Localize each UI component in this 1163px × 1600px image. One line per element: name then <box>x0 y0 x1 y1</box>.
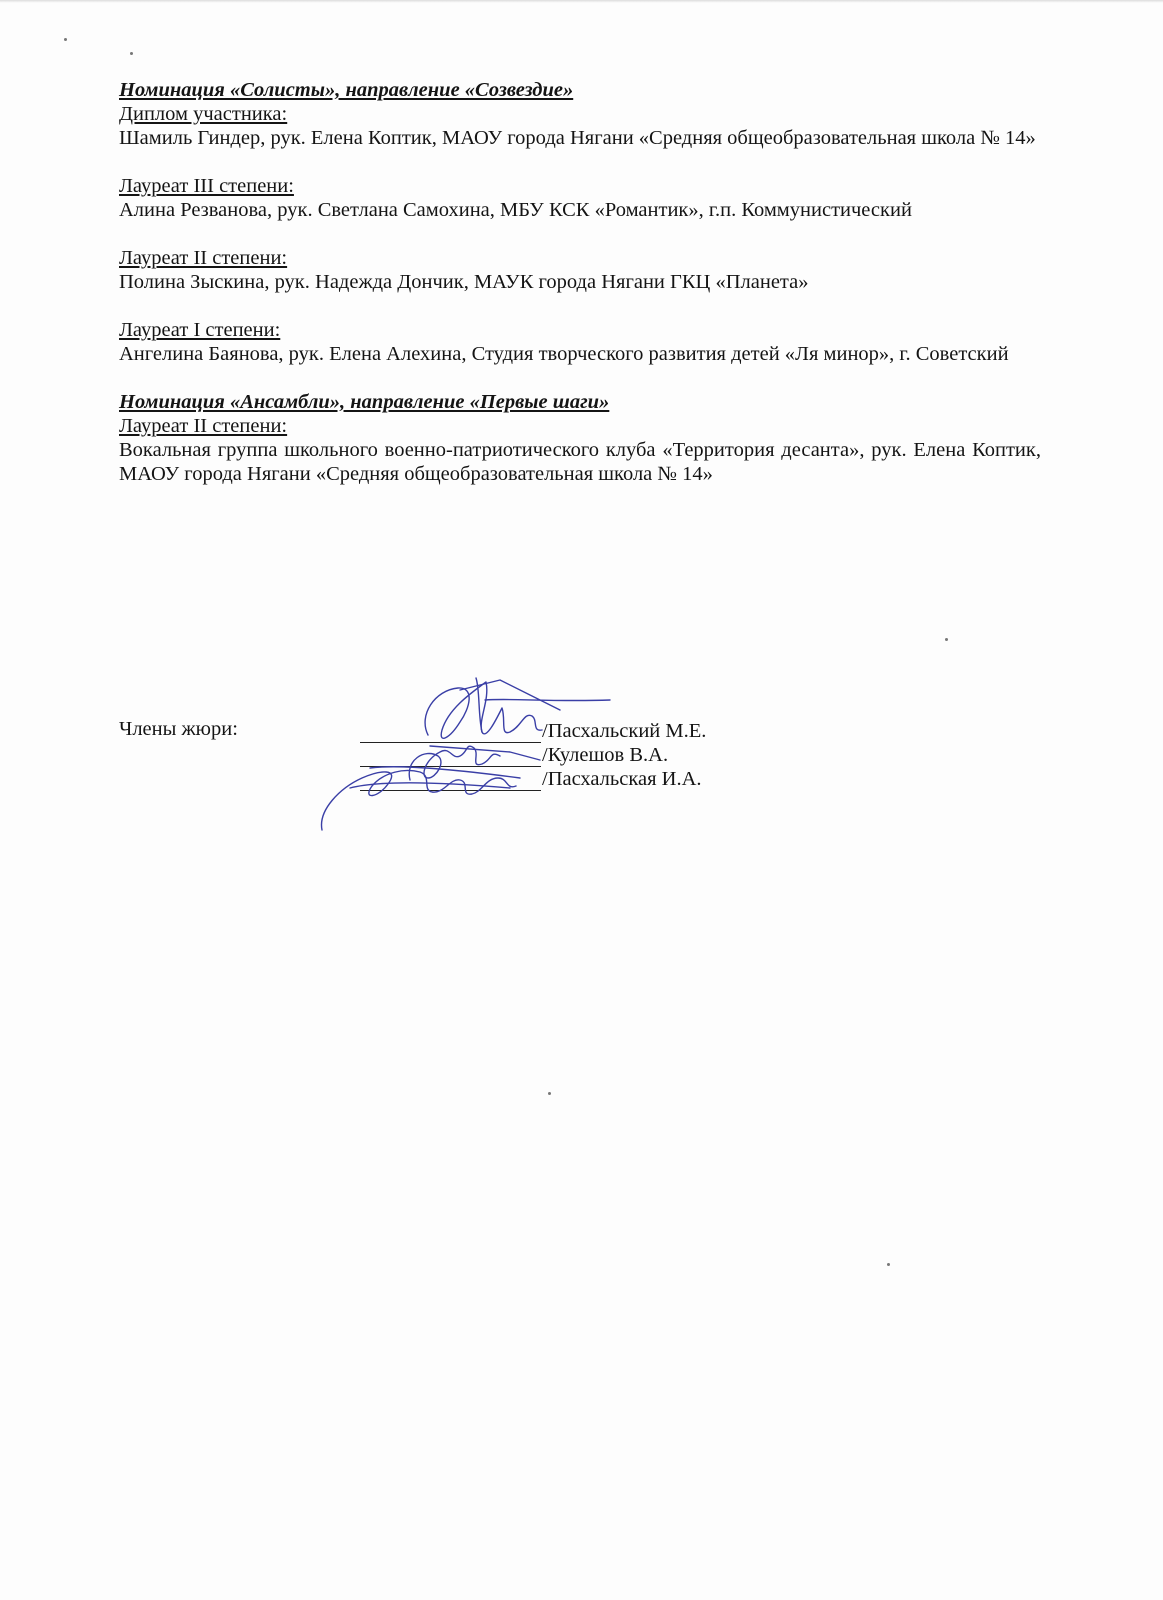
award-entry: Шамиль Гиндер, рук. Елена Коптик, МАОУ города Нягани «Средняя общеобразовательная школа № 14» <box>119 127 1036 149</box>
signature-row <box>360 719 706 743</box>
nomination-heading: Номинация «Ансамбли», направление «Первые шаги» <box>119 391 610 413</box>
scan-speck <box>130 52 133 55</box>
award-title: Лауреат I степени: <box>119 319 281 341</box>
award-entry: Алина Резванова, рук. Светлана Самохина, МБУ КСК «Романтик», г.п. Коммунистический <box>119 199 912 221</box>
award-entry: Ангелина Баянова, рук. Елена Алехина, Студия творческого развития детей «Ля минор», г. Советский <box>119 343 1009 365</box>
scan-speck <box>945 638 948 641</box>
signature-row <box>360 743 706 767</box>
award-title: Диплом участника: <box>119 103 288 125</box>
jury-member-name: /Пасхальский М.Е. <box>542 720 707 742</box>
scan-speck <box>548 1092 551 1095</box>
scan-speck <box>64 38 67 41</box>
jury-member-name: /Пасхальская И.А. <box>542 768 702 790</box>
award-entry: Полина Зыскина, рук. Надежда Дончик, МАУК города Нягани ГКЦ «Планета» <box>119 271 809 293</box>
jury-signature-lines <box>360 719 706 791</box>
signature-line <box>360 723 541 743</box>
signature-row <box>360 767 706 791</box>
signature-line <box>360 747 541 767</box>
award-entry: Вокальная группа школьного военно-патриотического клуба «Территория десанта», рук. Елена Коптик, МАОУ города Нягани «Средняя общеобразовательная школа № 14» <box>119 439 1041 485</box>
jury-member-name: /Кулешов В.А. <box>542 744 669 766</box>
award-title: Лауреат III степени: <box>119 175 294 197</box>
jury-label: Члены жюри: <box>119 718 238 740</box>
results-list <box>119 78 1041 486</box>
award-title: Лауреат II степени: <box>119 415 288 437</box>
award-title: Лауреат II степени: <box>119 247 288 269</box>
scan-speck <box>887 1263 890 1266</box>
scan-top-edge <box>0 0 1163 3</box>
nomination-heading: Номинация «Солисты», направление «Созвездие» <box>119 79 574 101</box>
signature-line <box>360 771 541 791</box>
